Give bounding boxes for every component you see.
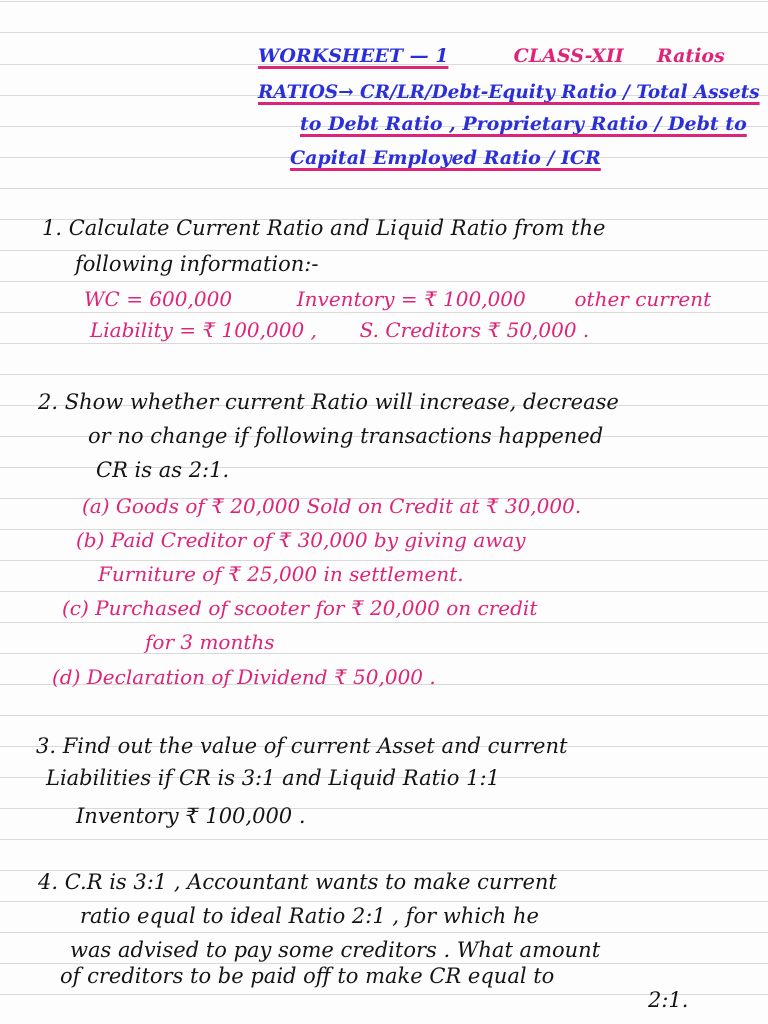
q1-other-current: other current [574,287,712,311]
q1-inventory: Inventory = ₹ 100,000 [296,287,526,311]
header-line-2: RATIOS→ CR/LR/Debt-Equity Ratio / Total Assets [258,81,760,103]
q2-option-d: (d) Declaration of Dividend ₹ 50,000 . [52,665,436,689]
q3-line-1: 3. Find out the value of current Asset and current [36,734,568,758]
worksheet-title: WORKSHEET — 1 [258,45,449,67]
q2-line-1: 2. Show whether current Ratio will increase, decrease [38,390,619,414]
q1-line-3 [84,285,711,313]
q2-line-2: or no change if following transactions happened [88,424,604,448]
q2-option-c-line-2: for 3 months [145,630,275,654]
worksheet-title-line [258,42,725,70]
q2-line-3: CR is as 2:1. [96,458,230,482]
q4-line-2: ratio equal to ideal Ratio 2:1 , for which he [80,904,539,928]
header-line-4: Capital Employed Ratio / ICR [290,147,601,169]
q1-wc: WC = 600,000 [84,287,233,311]
q1-line-4 [90,316,589,344]
q3-line-3: Inventory ₹ 100,000 . [76,804,306,828]
header-line-3: to Debt Ratio , Proprietary Ratio / Debt to [300,113,747,135]
q2-option-b-line-2: Furniture of ₹ 25,000 in settlement. [98,562,464,586]
q1-creditors: S. Creditors ₹ 50,000 . [359,318,590,342]
q1-liability: Liability = ₹ 100,000 , [90,318,317,342]
q1-line-1: 1. Calculate Current Ratio and Liquid Ratio from the [42,216,606,240]
q4-line-4: of creditors to be paid off to make CR equal to [60,964,555,988]
q4-line-3: was advised to pay some creditors . What amount [70,938,601,962]
class-label: CLASS-XII [513,45,624,67]
q4-line-1: 4. C.R is 3:1 , Accountant wants to make current [38,870,557,894]
topic-label: Ratios [656,45,725,67]
q2-option-a: (a) Goods of ₹ 20,000 Sold on Credit at ₹ 30,000. [82,494,582,518]
q2-option-c-line-1: (c) Purchased of scooter for ₹ 20,000 on credit [62,596,538,620]
q4-line-5: 2:1. [648,988,689,1012]
q1-line-2: following information:- [75,252,319,276]
q2-option-b-line-1: (b) Paid Creditor of ₹ 30,000 by giving away [76,528,526,552]
q3-line-2: Liabilities if CR is 3:1 and Liquid Ratio 1:1 [46,766,500,790]
